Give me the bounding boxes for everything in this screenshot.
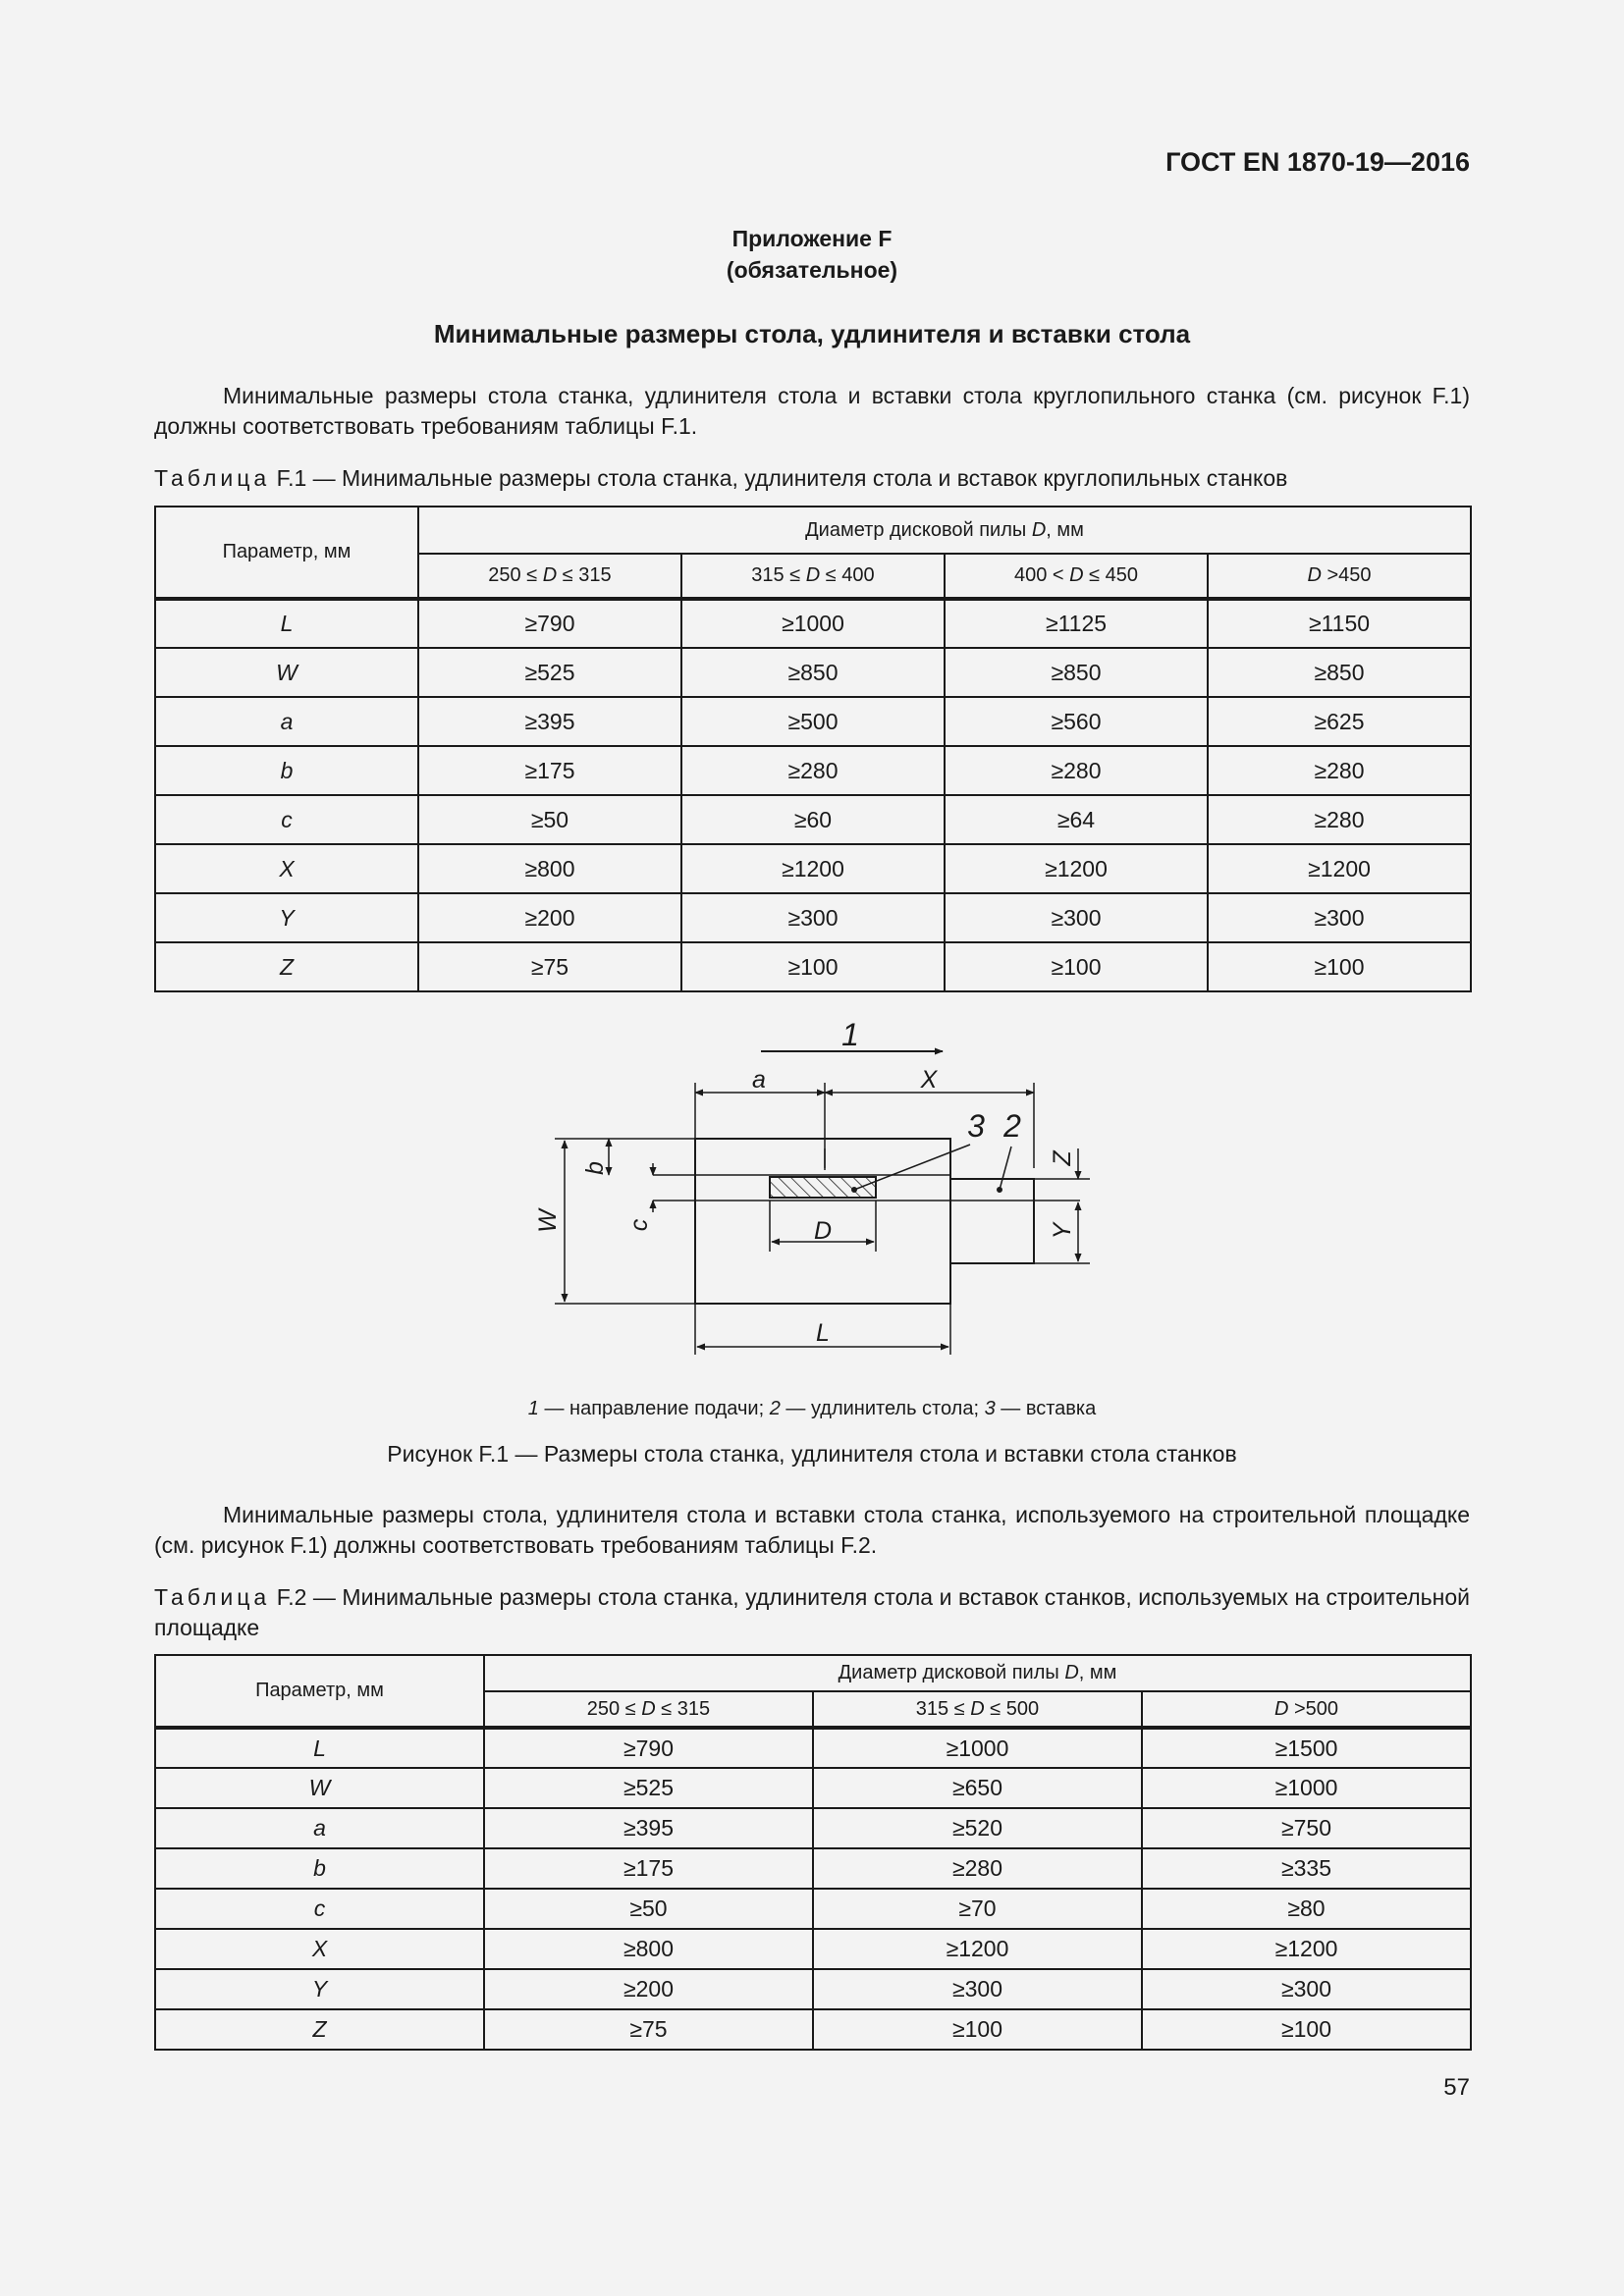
row-parameter: a xyxy=(155,1808,484,1848)
table1-col-header: 400 < D ≤ 450 xyxy=(945,554,1208,599)
table-row xyxy=(155,1929,1471,1969)
table1-caption: Таблица F.1 — Минимальные размеры стола станка, удлинителя стола и вставок круглопильных станков xyxy=(154,465,1288,491)
figure-caption: Рисунок F.1 — Размеры стола станка, удлинителя стола и вставки стола станков xyxy=(387,1441,1237,1467)
row-parameter: c xyxy=(155,795,418,844)
cell-value: ≥200 xyxy=(418,893,681,942)
cell-value: ≥80 xyxy=(1142,1889,1471,1929)
cell-value: ≥1150 xyxy=(1208,599,1471,648)
appendix-status: (обязательное) xyxy=(726,257,898,283)
label-3: 3 xyxy=(967,1108,985,1144)
cell-value: ≥520 xyxy=(813,1808,1142,1848)
cell-value: ≥70 xyxy=(813,1889,1142,1929)
cell-value: ≥1500 xyxy=(1142,1728,1471,1768)
cell-value: ≥1000 xyxy=(1142,1768,1471,1808)
cell-value: ≥300 xyxy=(813,1969,1142,2009)
cell-value: ≥175 xyxy=(484,1848,813,1889)
cell-value: ≥280 xyxy=(813,1848,1142,1889)
paragraph-2: Минимальные размеры стола, удлинителя стола и вставки стола станка, используемого на строительной площадке (см. рисунок F.1) должны соответствовать требованиям таблицы F.2. xyxy=(154,1502,1470,1558)
label-x: X xyxy=(920,1066,938,1094)
cell-value: ≥1200 xyxy=(813,1929,1142,1969)
row-parameter: X xyxy=(155,1929,484,1969)
cell-value: ≥1000 xyxy=(813,1728,1142,1768)
cell-value: ≥100 xyxy=(1208,942,1471,991)
table-row xyxy=(155,599,1471,648)
section-title: Минимальные размеры стола, удлинителя и вставки стола xyxy=(433,319,1191,348)
table-row xyxy=(155,2009,1471,2050)
cell-value: ≥850 xyxy=(1208,648,1471,697)
cell-value: ≥790 xyxy=(484,1728,813,1768)
row-parameter: L xyxy=(155,599,418,648)
cell-value: ≥750 xyxy=(1142,1808,1471,1848)
label-z: Z xyxy=(1049,1150,1076,1166)
label-2: 2 xyxy=(1003,1108,1021,1144)
cell-value: ≥64 xyxy=(945,795,1208,844)
table2-caption: Таблица F.2 — Минимальные размеры стола станка, удлинителя стола и вставок станков, используемых на строительной площадке xyxy=(154,1584,1470,1640)
cell-value: ≥300 xyxy=(1208,893,1471,942)
cell-value: ≥1200 xyxy=(681,844,945,893)
cell-value: ≥100 xyxy=(945,942,1208,991)
table2-col-header: 315 ≤ D ≤ 500 xyxy=(813,1691,1142,1728)
label-l: L xyxy=(816,1319,830,1347)
cell-value: ≥800 xyxy=(418,844,681,893)
row-parameter: Y xyxy=(155,1969,484,2009)
label-b: b xyxy=(581,1161,609,1175)
table-row xyxy=(155,893,1471,942)
cell-value: ≥280 xyxy=(1208,795,1471,844)
page-number: 57 xyxy=(1443,2074,1470,2101)
table-row xyxy=(155,1768,1471,1808)
cell-value: ≥100 xyxy=(813,2009,1142,2050)
table1-col-header: 315 ≤ D ≤ 400 xyxy=(681,554,945,599)
cell-value: ≥800 xyxy=(484,1929,813,1969)
cell-value: ≥525 xyxy=(484,1768,813,1808)
cell-value: ≥1200 xyxy=(945,844,1208,893)
table2-group-header: Диаметр дисковой пилы D, мм xyxy=(484,1655,1471,1691)
cell-value: ≥560 xyxy=(945,697,1208,746)
cell-value: ≥50 xyxy=(418,795,681,844)
table1-body xyxy=(155,599,1471,991)
table-row xyxy=(155,1889,1471,1929)
cell-value: ≥100 xyxy=(1142,2009,1471,2050)
cell-value: ≥395 xyxy=(484,1808,813,1848)
leader-extension xyxy=(1000,1147,1011,1190)
table1-param-header: Параметр, мм xyxy=(155,507,418,599)
cell-value: ≥200 xyxy=(484,1969,813,2009)
cell-value: ≥850 xyxy=(945,648,1208,697)
label-a: a xyxy=(752,1066,766,1094)
paragraph-1: Минимальные размеры стола станка, удлинителя стола и вставки стола круглопильного станка (см. рисунок F.1) должны соответствовать требованиям таблицы F.1. xyxy=(154,383,1470,439)
table-row xyxy=(155,795,1471,844)
table2-param-header: Параметр, мм xyxy=(155,1655,484,1728)
row-parameter: W xyxy=(155,648,418,697)
row-parameter: Z xyxy=(155,2009,484,2050)
cell-value: ≥395 xyxy=(418,697,681,746)
table1-group-header: Диаметр дисковой пилы D, мм xyxy=(418,507,1471,554)
cell-value: ≥525 xyxy=(418,648,681,697)
row-parameter: Z xyxy=(155,942,418,991)
figure-legend: 1 — направление подачи; 2 — удлинитель стола; 3 — вставка xyxy=(527,1398,1097,1419)
label-w: W xyxy=(534,1209,562,1233)
cell-value: ≥75 xyxy=(418,942,681,991)
row-parameter: L xyxy=(155,1728,484,1768)
table-row xyxy=(155,697,1471,746)
table-row xyxy=(155,1969,1471,2009)
cell-value: ≥335 xyxy=(1142,1848,1471,1889)
label-c: c xyxy=(625,1218,653,1232)
standard-designation: ГОСТ EN 1870-19—2016 xyxy=(1165,147,1470,177)
cell-value: ≥280 xyxy=(945,746,1208,795)
table1-col-header: 250 ≤ D ≤ 315 xyxy=(418,554,681,599)
row-parameter: X xyxy=(155,844,418,893)
table-1 xyxy=(154,506,1472,992)
cell-value: ≥280 xyxy=(681,746,945,795)
row-parameter: a xyxy=(155,697,418,746)
row-parameter: W xyxy=(155,1768,484,1808)
cell-value: ≥100 xyxy=(681,942,945,991)
cell-value: ≥1200 xyxy=(1208,844,1471,893)
row-parameter: b xyxy=(155,746,418,795)
cell-value: ≥1000 xyxy=(681,599,945,648)
cell-value: ≥300 xyxy=(1142,1969,1471,2009)
row-parameter: Y xyxy=(155,893,418,942)
cell-value: ≥850 xyxy=(681,648,945,697)
appendix-title: Приложение F xyxy=(731,226,893,251)
cell-value: ≥50 xyxy=(484,1889,813,1929)
cell-value: ≥300 xyxy=(945,893,1208,942)
table-2 xyxy=(154,1654,1472,2051)
cell-value: ≥280 xyxy=(1208,746,1471,795)
cell-value: ≥650 xyxy=(813,1768,1142,1808)
cell-value: ≥300 xyxy=(681,893,945,942)
table-row xyxy=(155,648,1471,697)
table2-body xyxy=(155,1728,1471,2050)
label-1: 1 xyxy=(841,1017,859,1052)
cell-value: ≥175 xyxy=(418,746,681,795)
figure-f1-diagram xyxy=(530,1011,1100,1364)
cell-value: ≥1200 xyxy=(1142,1929,1471,1969)
table-row xyxy=(155,1848,1471,1889)
table2-col-header: D >500 xyxy=(1142,1691,1471,1728)
table-row xyxy=(155,844,1471,893)
table-row xyxy=(155,1808,1471,1848)
label-y: Y xyxy=(1049,1222,1076,1240)
cell-value: ≥1125 xyxy=(945,599,1208,648)
row-parameter: c xyxy=(155,1889,484,1929)
cell-value: ≥790 xyxy=(418,599,681,648)
cell-value: ≥625 xyxy=(1208,697,1471,746)
table-row xyxy=(155,1728,1471,1768)
cell-value: ≥75 xyxy=(484,2009,813,2050)
table-row xyxy=(155,746,1471,795)
row-parameter: b xyxy=(155,1848,484,1889)
table-extension-outline xyxy=(950,1179,1034,1263)
table1-col-header: D >450 xyxy=(1208,554,1471,599)
leader-insert xyxy=(854,1145,970,1190)
cell-value: ≥60 xyxy=(681,795,945,844)
table-row xyxy=(155,942,1471,991)
cell-value: ≥500 xyxy=(681,697,945,746)
table2-col-header: 250 ≤ D ≤ 315 xyxy=(484,1691,813,1728)
label-d: D xyxy=(813,1217,833,1245)
